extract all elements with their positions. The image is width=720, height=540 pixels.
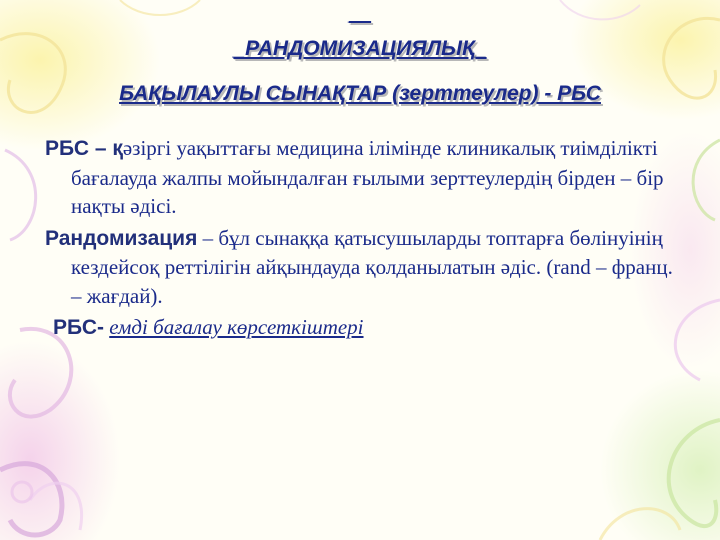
title-line-1: _РАНДОМИЗАЦИЯЛЫҚ_ xyxy=(233,37,487,60)
paragraph-text: – бұл сынаққа қатысушыларды топтарға бөлінуінің кездейсоқ реттілігін айқындауда қолданылатын әдіс. (rand – франц. – жағдай). xyxy=(71,225,673,308)
paragraph-rbs-link xyxy=(45,313,685,343)
term-randomization: Рандомизация xyxy=(45,226,198,250)
treatment-evaluation-link[interactable]: емді бағалау көрсеткіштері xyxy=(109,315,364,339)
paragraph-text: әзіргі уақыттағы медицина ілімінде клиникалық тиімділікті бағалауда жалпы мойындалған ғылыми зерттеулердің бірден – бір нақты әдісі. xyxy=(71,136,664,218)
title-top-mark: __ xyxy=(348,3,372,25)
title-line-2: БАҚЫЛАУЛЫ СЫНАҚТАР (зерттеулер) - РБС xyxy=(119,82,601,105)
paragraph-rbs-definition xyxy=(45,134,685,221)
paragraph-randomization-definition xyxy=(45,224,685,311)
term-rbs: РБС – қ xyxy=(45,137,123,160)
term-rbs-short: РБС- xyxy=(53,316,104,339)
slide-body xyxy=(45,134,685,346)
